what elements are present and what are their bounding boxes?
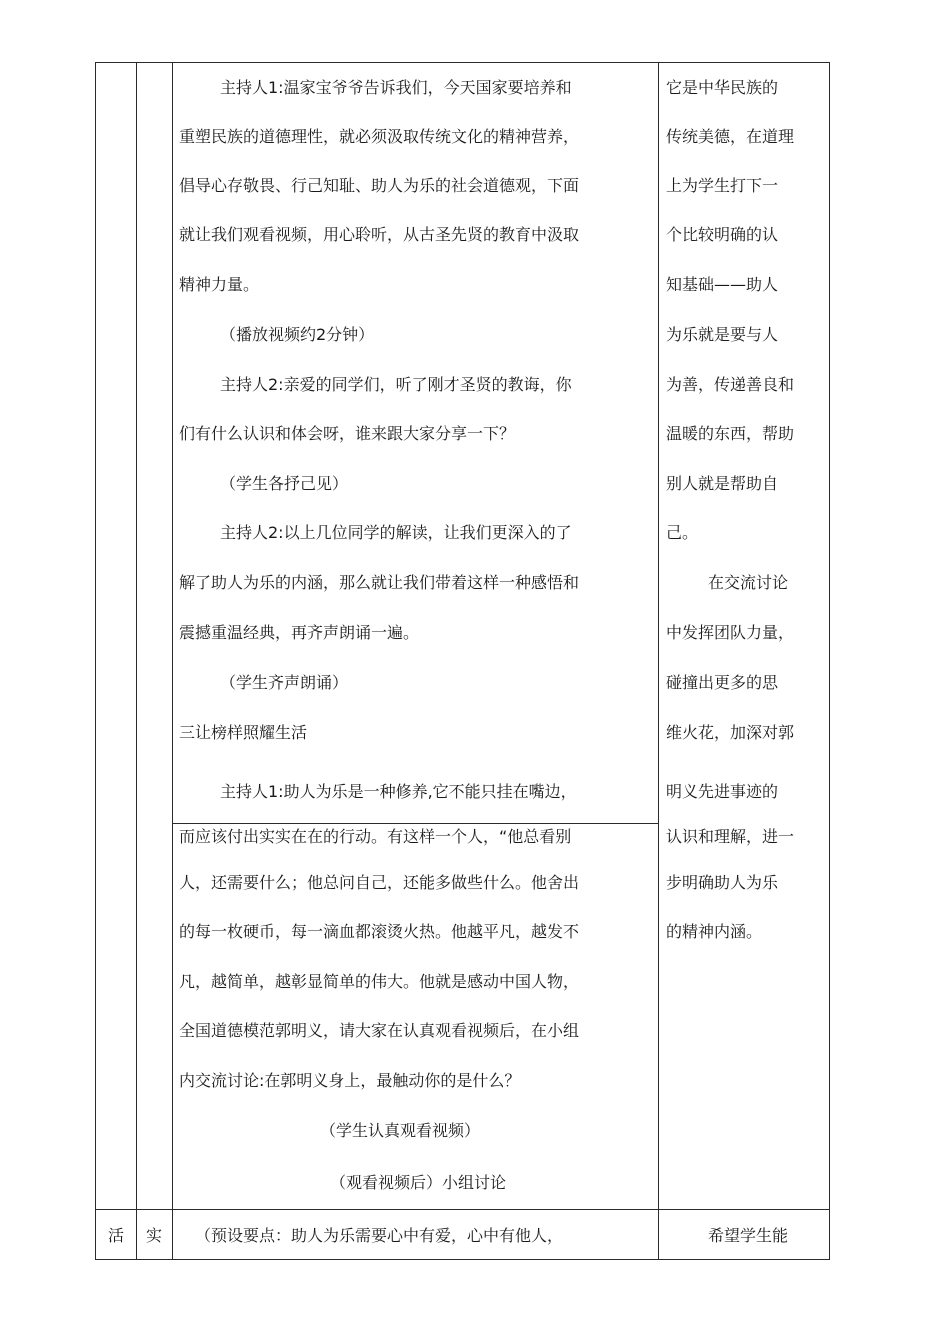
main-line: 主持人1:助人为乐是一种修养,它不能只挂在嘴边，	[220, 782, 577, 801]
main-line: 重塑民族的道德理性，就必须汲取传统文化的精神营养，	[179, 127, 580, 146]
main-line: （学生各抒己见）	[220, 474, 349, 493]
table-bottom-border	[95, 1259, 830, 1260]
side-line: 温暖的东西，帮助	[666, 424, 795, 443]
main-line: 们有什么认识和体会呀，谁来跟大家分享一下？	[179, 424, 516, 443]
side-line: 的精神内涵。	[666, 922, 763, 941]
main-line: 解了助人为乐的内涵，那么就让我们带着这样一种感悟和	[179, 573, 580, 592]
side-line: 碰撞出更多的思	[666, 673, 779, 692]
side-line: 明义先进事迹的	[666, 782, 779, 801]
side-line: 在交流讨论	[708, 573, 789, 592]
main-line: （学生齐声朗诵）	[220, 673, 349, 692]
main-line: 震撼重温经典，再齐声朗诵一遍。	[179, 623, 420, 642]
side-line: 中发挥团队力量，	[666, 623, 795, 642]
table-left-border	[95, 62, 96, 1260]
main-line: 主持人2:以上几位同学的解读，让我们更深入的了	[220, 523, 572, 542]
side-line: 传统美德，在道理	[666, 127, 795, 146]
side-line: 它是中华民族的	[666, 78, 779, 97]
main-line: 主持人1:温家宝爷爷告诉我们，今天国家要培养和	[220, 78, 572, 97]
row-label-col1: 活	[108, 1226, 125, 1245]
col-divider-1	[136, 62, 137, 1260]
side-line: 别人就是帮助自	[666, 474, 779, 493]
main-line: 人，还需要什么；他总问自己，还能多做些什么。他舍出	[179, 873, 580, 892]
side-line: 个比较明确的认	[666, 225, 779, 244]
table-top-border	[95, 62, 830, 63]
side-line: 己。	[666, 523, 699, 542]
side-line: 认识和理解，进一	[666, 827, 795, 846]
col-divider-2	[172, 62, 173, 1260]
table-row-divider	[95, 1209, 830, 1210]
side-line: 维火花，加深对郭	[666, 723, 795, 742]
section-heading: 三让榜样照耀生活	[179, 723, 308, 742]
main-line: 内交流讨论:在郭明义身上，最触动你的是什么？	[179, 1071, 521, 1090]
main-line: 凡，越简单，越彰显简单的伟大。他就是感动中国人物，	[179, 972, 580, 991]
side-line: 知基础——助人	[666, 275, 779, 294]
main-line: 而应该付出实实在在的行动。有这样一个人，“他总看别	[179, 827, 572, 846]
table-right-border	[829, 62, 830, 1260]
side-line: 步明确助人为乐	[666, 873, 779, 892]
main-line: 全国道德模范郭明义，请大家在认真观看视频后，在小组	[179, 1021, 580, 1040]
main-line: （播放视频约2分钟）	[220, 325, 375, 344]
bottom-side-text: 希望学生能	[708, 1226, 789, 1245]
row-label-col2: 实	[146, 1226, 163, 1245]
main-line: 倡导心存敬畏、行己知耻、助人为乐的社会道德观，下面	[179, 176, 580, 195]
main-line: 主持人2:亲爱的同学们，听了刚才圣贤的教诲，你	[220, 375, 572, 394]
inner-partial-line	[172, 823, 658, 824]
side-line: 为乐就是要与人	[666, 325, 779, 344]
main-line: 就让我们观看视频，用心聆听，从古圣先贤的教育中汲取	[179, 225, 580, 244]
main-line: 精神力量。	[179, 275, 260, 294]
bottom-main-text: （预设要点：助人为乐需要心中有爱，心中有他人，	[195, 1226, 564, 1245]
main-line: （观看视频后）小组讨论	[330, 1173, 507, 1192]
side-line: 上为学生打下一	[666, 176, 779, 195]
col-divider-3	[658, 62, 659, 1260]
side-line: 为善，传递善良和	[666, 375, 795, 394]
main-line: 的每一枚硬币，每一滴血都滚烫火热。他越平凡，越发不	[179, 922, 580, 941]
main-line: （学生认真观看视频）	[320, 1121, 481, 1140]
